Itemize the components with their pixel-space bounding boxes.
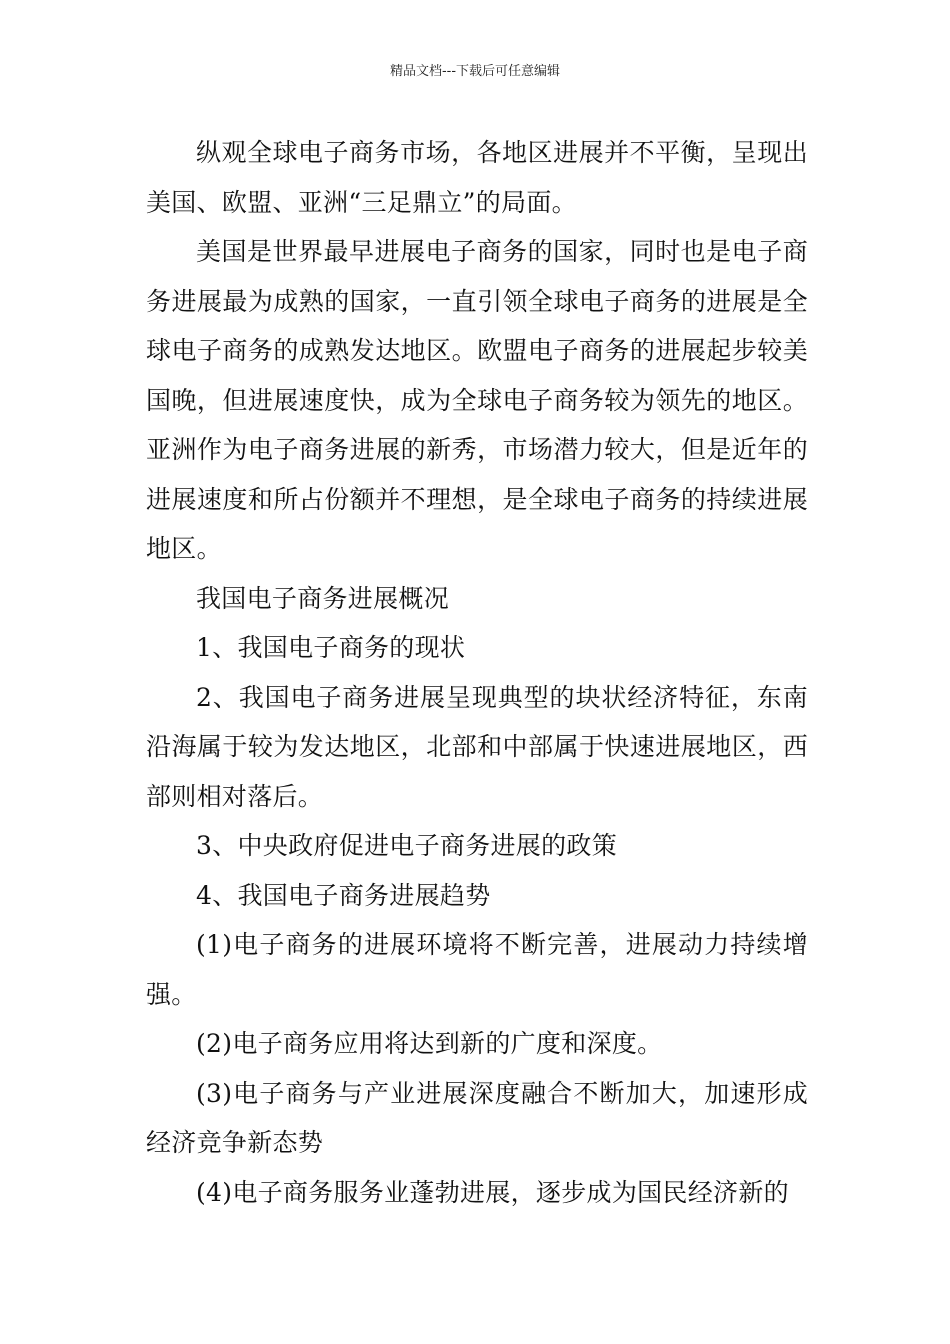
trend-item-4: (4)电子商务服务业蓬勃进展，逐步成为国民经济新的 xyxy=(196,1177,789,1207)
document-body xyxy=(146,128,808,1217)
paragraph-us-eu-asia: 美国是世界最早进展电子商务的国家，同时也是电子商务进展最为成熟的国家，一直引领全球电子商务的进展是全球电子商务的成熟发达地区。欧盟电子商务的进展起步较美国晚，但进展速度快，成为全球电子商务较为领先的地区。亚洲作为电子商务进展的新秀，市场潜力较大，但是近年的进展速度和所占份额并不理想，是全球电子商务的持续进展地区。 xyxy=(146,237,808,563)
section-heading-china-overview: 我国电子商务进展概况 xyxy=(196,583,450,613)
paragraph-global-market: 纵观全球电子商务市场，各地区进展并不平衡，呈现出美国、欧盟、亚洲“三足鼎立”的局面。 xyxy=(146,138,808,217)
list-item-3: 3、中央政府促进电子商务进展的政策 xyxy=(196,831,618,860)
list-item-1: 1、我国电子商务的现状 xyxy=(196,633,466,662)
list-item-2: 2、我国电子商务进展呈现典型的块状经济特征，东南沿海属于较为发达地区，北部和中部属于快速进展地区，西部则相对落后。 xyxy=(146,682,808,811)
trend-item-2: (2)电子商务应用将达到新的广度和深度。 xyxy=(196,1029,663,1058)
trend-item-1: (1)电子商务的进展环境将不断完善，进展动力持续增强。 xyxy=(146,930,808,1009)
list-item-4: 4、我国电子商务进展趋势 xyxy=(196,880,491,910)
trend-item-3: (3)电子商务与产业进展深度融合不断加大，加速形成经济竞争新态势 xyxy=(146,1078,808,1157)
page-header: 精品文档---下载后可任意编辑 xyxy=(389,64,561,79)
